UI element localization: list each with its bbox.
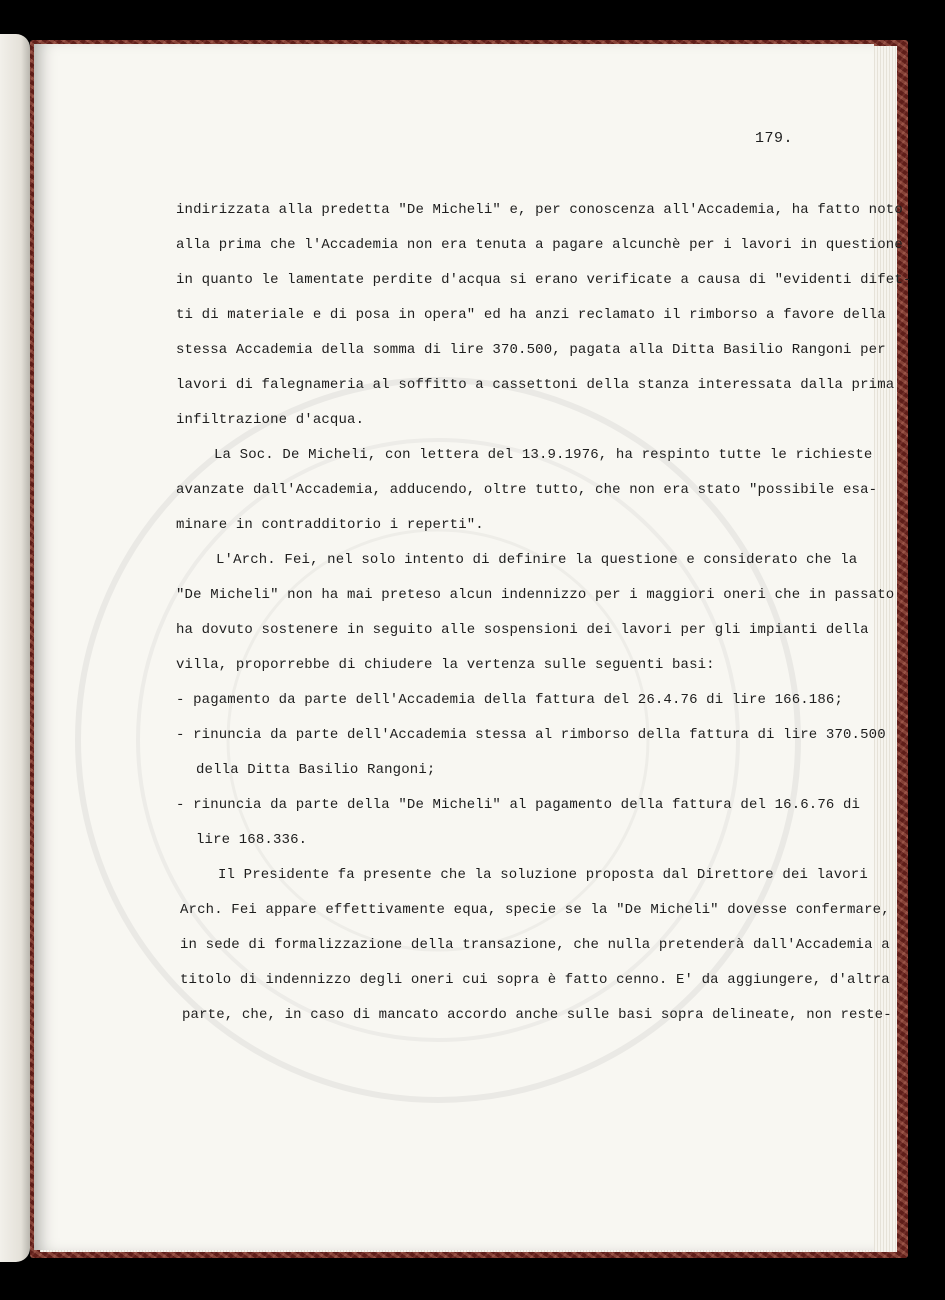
text-line: indirizzata alla predetta "De Micheli" e, per conoscenza all'Accademia, ha fatto noto	[176, 202, 903, 218]
text-line: Arch. Fei appare effettivamente equa, specie se la "De Micheli" dovesse confermare,	[180, 902, 890, 918]
list-item-continuation: della Ditta Basilio Rangoni;	[196, 762, 436, 778]
text-line: parte, che, in caso di mancato accordo anche sulle basi sopra delineate, non reste-	[182, 1007, 892, 1023]
text-line: infiltrazione d'acqua.	[176, 412, 365, 428]
text-line: avanzate dall'Accademia, adducendo, oltre tutto, che non era stato "possibile esa-	[176, 482, 878, 498]
text-line: minare in contradditorio i reperti".	[176, 517, 484, 533]
text-line: titolo di indennizzo degli oneri cui sopra è fatto cenno. E' da aggiungere, d'altra	[180, 972, 890, 988]
text-line: villa, proporrebbe di chiudere la vertenza sulle seguenti basi:	[176, 657, 715, 673]
list-item: - pagamento da parte dell'Accademia della fattura del 26.4.76 di lire 166.186;	[176, 692, 844, 708]
text-line: alla prima che l'Accademia non era tenuta a pagare alcunchè per i lavori in questione	[176, 237, 903, 253]
text-line: ti di materiale e di posa in opera" ed ha anzi reclamato il rimborso a favore della	[176, 307, 886, 323]
list-item: - rinuncia da parte della "De Micheli" al pagamento della fattura del 16.6.76 di	[176, 797, 861, 813]
text-line: "De Micheli" non ha mai preteso alcun indennizzo per i maggiori oneri che in passato	[176, 587, 895, 603]
list-item: - rinuncia da parte dell'Accademia stessa al rimborso della fattura di lire 370.500	[176, 727, 886, 743]
text-line: lavori di falegnameria al soffitto a cassettoni della stanza interessata dalla prima	[176, 377, 895, 393]
facing-page-edge	[0, 34, 30, 1262]
text-line: stessa Accademia della somma di lire 370.500, pagata alla Ditta Basilio Rangoni per	[176, 342, 886, 358]
text-line: in sede di formalizzazione della transazione, che nulla pretenderà dall'Accademia a	[180, 937, 890, 953]
text-line: L'Arch. Fei, nel solo intento di definire la questione e considerato che la	[216, 552, 858, 568]
list-item-continuation: lire 168.336.	[196, 832, 308, 848]
text-line: La Soc. De Micheli, con lettera del 13.9.1976, ha respinto tutte le richieste	[214, 447, 873, 463]
document-page	[34, 44, 874, 1250]
page-number: 179.	[755, 130, 794, 147]
text-line: Il Presidente fa presente che la soluzione proposta dal Direttore dei lavori	[218, 867, 868, 883]
text-line: in quanto le lamentate perdite d'acqua si erano verificate a causa di "evidenti difet-	[176, 272, 912, 288]
text-line: ha dovuto sostenere in seguito alle sospensioni dei lavori per gli impianti della	[176, 622, 869, 638]
